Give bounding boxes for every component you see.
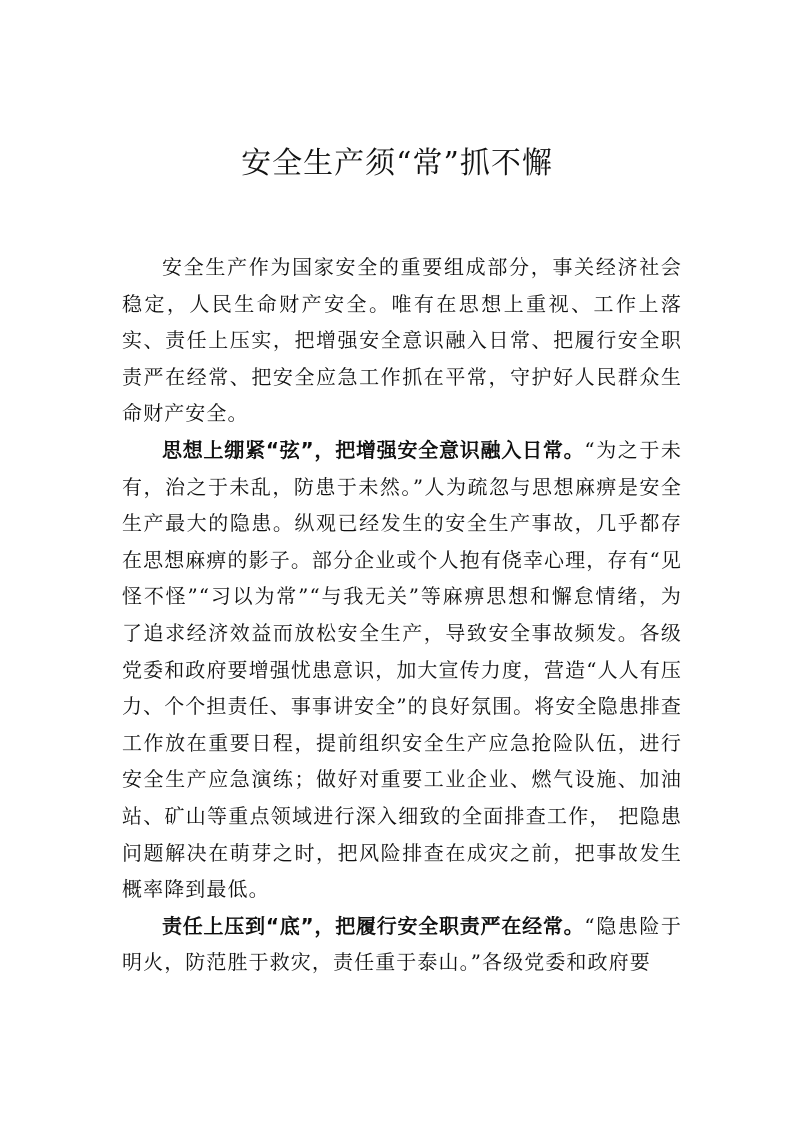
document-body: [122, 249, 682, 981]
paragraph-text: 安全生产作为国家安全的重要组成部分，事关经济社会稳定，人民生命财产安全。唯有在思想上重视、工作上落实、责任上压实，把增强安全意识融入日常、把履行安全职责严在经常、把安全应急工作抓在平常，守护好人民群众生命财产安全。: [122, 255, 682, 426]
paragraph-lead: 思想上绷紧“弦”，把增强安全意识融入日常。: [162, 437, 585, 462]
paragraph-lead: 责任上压到“底”，把履行安全职责严在经常。: [162, 913, 585, 938]
paragraph-text: “为之于未有，治之于未乱，防患于未然。”人为疏忽与思想麻痹是安全生产最大的隐患。纵观已经发生的安全生产事故，几乎都存在思想麻痹的影子。部分企业或个人抱有侥幸心理，存有“见怪不怪”“习以为常”“与我无关”等麻痹思想和懈怠情绪，为了追求经济效益而放松安全生产，导致安全事故频发。各级党委和政府要增强忧患意识，加大宣传力度，营造“人人有压力、个个担责任、事事讲安全”的良好氛围。将安全隐患排查工作放在重要日程，提前组织安全生产应急抢险队伍，进行安全生产应急演练；做好对重要工业企业、燃气设施、加油站、矿山等重点领域进行深入细致的全面排查工作， 把隐患问题解决在萌芽之时，把风险排查在成灾之前，把事故发生概率降到最低。: [122, 437, 682, 902]
document-title: 安全生产须“常”抓不懈: [241, 146, 553, 181]
paragraph-text: “隐患险于明火，防范胜于救灾，责任重于泰山。”各级党委和政府要: [122, 913, 682, 975]
paragraph-ideology: [122, 432, 682, 908]
paragraph-responsibility: [122, 908, 682, 981]
paragraph-intro: [122, 249, 682, 432]
